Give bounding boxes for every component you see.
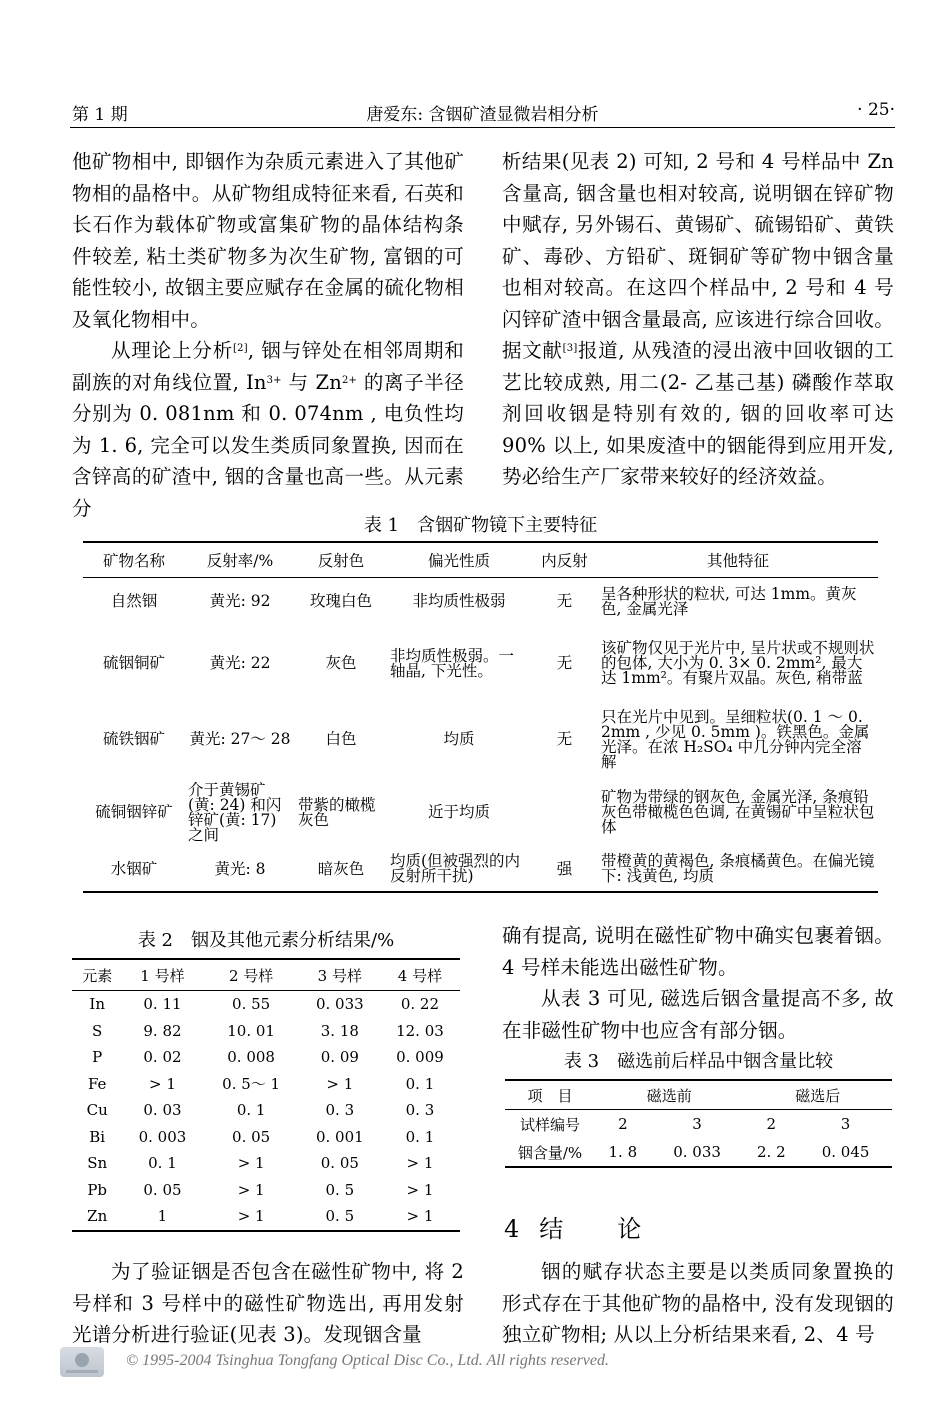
table1-header: 内反射 [541,552,588,570]
paragraph: 析结果(见表 2) 可知, 2 号和 4 号样品中 Zn 含量高, 铟含量也相对较高, 说明铟在锌矿物中赋存, 另外锡石、黄锡矿、硫锡铅矿、黄铁矿、毒砂、方铅矿、斑铜矿等矿物中铟含量也相对较高。在这四个样品中, 2 号和 4 号闪锌矿渣中铟含量最高, 应该进行综合回收。据文献[3]报道, 从残渣的浸出液中回收铟的工艺比较成熟, 用二(2- 乙基己基) 磷酸作萃取剂回收铟是特别有效的, 铟的回收率可达 90% 以上, 如果废渣中的铟能得到应用开发, 势必给生产厂家带来较好的经济效益。 [502,150,894,488]
logo-icon [60,1347,104,1377]
table-row: 铟含量/% 1. 8 0. 033 2. 2 0. 045 [505,1138,892,1167]
table2-header: 元素 [82,966,113,985]
reference-marker[interactable]: [2] [233,343,248,354]
table-row: Sn 0. 1 > 1 0. 05 > 1 [87,1154,434,1173]
table-row: Zn 1 > 1 0. 5 > 1 [72,1203,460,1231]
table-row: 水铟矿 黄光: 8 暗灰色 均质(但被强烈的内反射所干扰) 强 带橙黄的黄褐色, 条痕橘黄色。在偏光镜下: 浅黄色, 均质 [83,848,878,892]
table-row: 硫铜铟锌矿 介于黄锡矿(黄: 24) 和闪锌矿(黄: 17) 之间 带紫的橄榄灰色 近于均质 矿物为带绿的钢灰色, 金属光泽, 条痕铅灰色带橄榄色色调, 在黄锡矿中呈粒状包体 [95,780,875,844]
table1-header: 偏光性质 [427,552,490,570]
paragraph: 他矿物相中, 即铟作为杂质元素进入了其他矿物相的晶格中。从矿物组成特征来看, 石英和长石作为载体矿物或富集矿物的晶体结构条件较差, 粘土类矿物多为次生矿物, 富铟的可能性较小, 故铟主要应赋存在金属的硫化物相及氧化物相中。 [72,150,464,331]
table-row: Cu 0. 03 0. 1 0. 3 0. 3 [86,1101,435,1120]
table2-header: 4 号样 [397,966,443,985]
table1-header: 反射色 [317,552,365,570]
table1 [83,541,878,893]
table1-caption: 表 1 含铟矿物镜下主要特征 [363,515,598,536]
reference-marker[interactable]: [3] [562,343,578,354]
copyright-text: © 1995-2004 Tsinghua Tongfang Optical Disc Co., Ltd. All rights reserved. [126,1352,610,1369]
page-number: · 25· [857,100,895,120]
table-row: Bi 0. 003 0. 05 0. 001 0. 1 [89,1127,435,1146]
table-row: S 9. 82 10. 01 3. 18 12. 03 [92,1021,444,1040]
table-row: 自然铟 黄光: 92 玫瑰白色 非均质性极弱 无 呈各种形状的粒状, 可达 1mm。黄灰色, 金属光泽 [110,584,857,618]
table2-header: 3 号样 [317,966,362,985]
table2-header: 1 号样 [140,966,185,985]
table3 [505,1079,892,1168]
issue-number: 第 1 期 [72,105,128,125]
paragraph: 铟的赋存状态主要是以类质同象置换的形式存在于其他矿物的晶格中, 没有发现铟的独立矿物相; 从以上分析结果来看, 2、4 号 [502,1260,894,1346]
section-heading: 4 结 论 [504,1215,644,1243]
paragraph: 从理论上分析[2], 铟与锌处在相邻周期和副族的对角线位置, $In^{3+}$ 与 $Zn^{2+}$ 的离子半径分别为 0. 081nm 和 0. 074nm , 电负性均为 1. 6, 完全可以发生类质同象置换, 因而在含锌高的矿渣中, 铟的含量也高一些。从元素分 [72,339,464,520]
table-row: 硫铁铟矿 黄光: 27～ 28 白色 均质 无 只在光片中见到。呈细粒状(0. 1 ～ 0. 2mm , 少见 0. 5mm )。铁黑色。金属光泽。在浓 H₂SO₄ 中几分钟内完全溶解 [102,707,870,771]
page-header [70,100,895,126]
table3-header: 磁选后 [795,1086,841,1105]
left-column-bottom-text [72,1256,464,1351]
header-rule [70,127,895,128]
table-row: Fe > 1 0. 5～ 1 > 1 0. 1 [87,1074,435,1094]
table2 [72,958,460,1232]
table1-header: 其他特征 [706,552,769,570]
running-title: 唐爱东: 含铟矿渣显微岩相分析 [366,105,599,125]
right-column-text [502,146,894,493]
publisher-logo [60,1347,104,1377]
table3-header: 项 目 [527,1086,573,1105]
right-column-mid-text [502,920,894,1046]
table3-header: 磁选前 [646,1086,692,1105]
table-row: In 0. 11 0. 55 0. 033 0. 22 [89,995,440,1014]
paragraph: 从表 3 可见, 磁选后铟含量提高不多, 故在非磁性矿物中也应含有部分铟。 [502,987,894,1042]
table2-header: 2 号样 [228,966,274,985]
table-row: P 0. 02 0. 008 0. 09 0. 009 [92,1048,444,1067]
paragraph: 为了验证铟是否包含在磁性矿物中, 将 2 号样和 3 号样中的磁性矿物选出, 再用发射光谱分析进行验证(见表 3)。发现铟含量 [72,1260,464,1346]
table1-header: 矿物名称 [102,552,165,570]
left-column-text [72,146,464,524]
table-row: Pb 0. 05 > 1 0. 5 > 1 [87,1180,434,1199]
table-row: 硫铟铜矿 黄光: 22 灰色 非均质性极弱。一轴晶, 下光性。 无 该矿物仅见于光片中, 呈片状或不规则状的包体, 大小为 0. 3× 0. 2mm², 最大达 1mm²。有聚片双晶。灰色, 稍带蓝 [102,639,875,687]
page-footer [60,1343,940,1379]
paragraph: 确有提高, 说明在磁性矿物中确实包裹着铟。4 号样未能选出磁性矿物。 [502,924,894,979]
conclusion-text [502,1256,894,1351]
table3-caption: 表 3 磁选前后样品中铟含量比较 [563,1051,834,1072]
table2-caption: 表 2 铟及其他元素分析结果/% [137,930,395,951]
table1-header: 反射率/% [206,552,274,570]
table-row: 试样编号 2 3 2 3 [519,1115,851,1134]
